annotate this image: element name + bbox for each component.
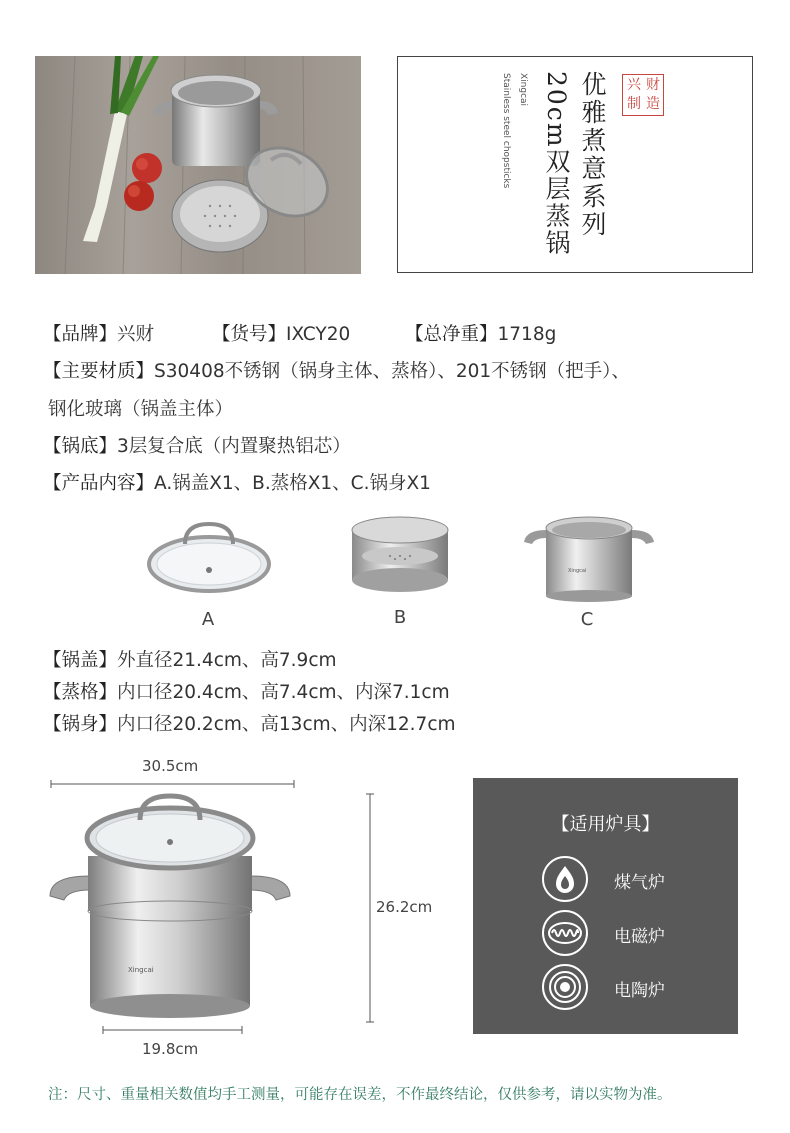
height-measure-label: 26.2cm (376, 898, 433, 916)
stove-name-gas: 煤气炉 (614, 873, 665, 893)
base-measure-label: 19.8cm (142, 1040, 199, 1058)
part-lid-image (145, 518, 275, 594)
steamer-value: 内口径20.4cm、高7.4cm、内深7.1cm (117, 682, 450, 703)
part-steamer-image (345, 512, 455, 596)
gas-flame-icon (541, 855, 589, 903)
spec-material (43, 357, 630, 383)
part-label-b: B (393, 607, 407, 628)
steamer-label: 【蒸格】 (43, 682, 118, 703)
material-label: 【主要材质】 (43, 361, 155, 382)
spec-weight (405, 320, 556, 346)
stove-name-ceramic: 电陶炉 (614, 981, 665, 1001)
ceramic-hob-icon (541, 963, 589, 1011)
brand-value: 兴财 (117, 324, 155, 345)
lid-label: 【锅盖】 (43, 650, 118, 671)
induction-coil-icon (541, 909, 589, 957)
dim-body (43, 710, 456, 736)
stove-item-induction (541, 909, 731, 957)
stove-name-induction: 电磁炉 (614, 927, 665, 947)
weight-value: 1718g (497, 324, 557, 345)
product-english: Stainless steel chopsticks (501, 73, 511, 189)
material-value-line1: S30408不锈钢（锅身主体、蒸格）、201不锈钢（把手）、 (154, 361, 630, 382)
stove-item-gas (541, 855, 731, 903)
measured-pot-diagram (48, 776, 378, 1066)
width-measure-label: 30.5cm (142, 757, 199, 775)
title-card (397, 56, 753, 273)
part-body-image (520, 512, 658, 604)
dim-steamer (43, 678, 450, 704)
measured-pot-brand: Xingcai (128, 966, 154, 974)
spec-sku (212, 320, 350, 346)
contents-label: 【产品内容】 (43, 473, 155, 494)
brand-seal: 兴 财 制 造 (622, 74, 664, 116)
stove-item-ceramic (541, 963, 731, 1011)
sku-value: IXCY20 (286, 324, 351, 345)
disclaimer-note: 注：尺寸、重量相关数值均手工测量，可能存在误差，不作最终结论，仅供参考，请以实物为准。 (48, 1087, 672, 1103)
sku-label: 【货号】 (212, 324, 287, 345)
spec-brand (43, 320, 154, 346)
material-value-line2: 钢化玻璃（锅盖主体） (48, 399, 234, 420)
spec-contents (43, 469, 431, 495)
bottom-label: 【锅底】 (43, 436, 118, 457)
series-title: 优雅煮意系列 (578, 71, 607, 239)
spec-bottom (43, 432, 351, 458)
weight-label: 【总净重】 (405, 324, 498, 345)
lid-value: 外直径21.4cm、高7.9cm (117, 650, 337, 671)
part-label-c: C (580, 609, 594, 630)
part-label-a: A (201, 609, 215, 630)
contents-value: A.锅盖X1、B.蒸格X1、C.锅身X1 (154, 473, 431, 494)
bottom-value: 3层复合底（内置聚热铝芯） (117, 436, 351, 457)
product-title: 20cm双层蒸锅 (542, 71, 571, 257)
compatible-stoves-panel (473, 778, 738, 1034)
body-value: 内口径20.2cm、高13cm、内深12.7cm (117, 714, 456, 735)
dim-lid (43, 646, 337, 672)
pot-brand-mark: Xingcai (568, 568, 587, 574)
product-photo (35, 56, 361, 274)
stoves-title: 【适用炉具】 (551, 814, 660, 835)
body-label: 【锅身】 (43, 714, 118, 735)
brand-label: 【品牌】 (43, 324, 118, 345)
brand-english: Xingcai (518, 73, 528, 107)
